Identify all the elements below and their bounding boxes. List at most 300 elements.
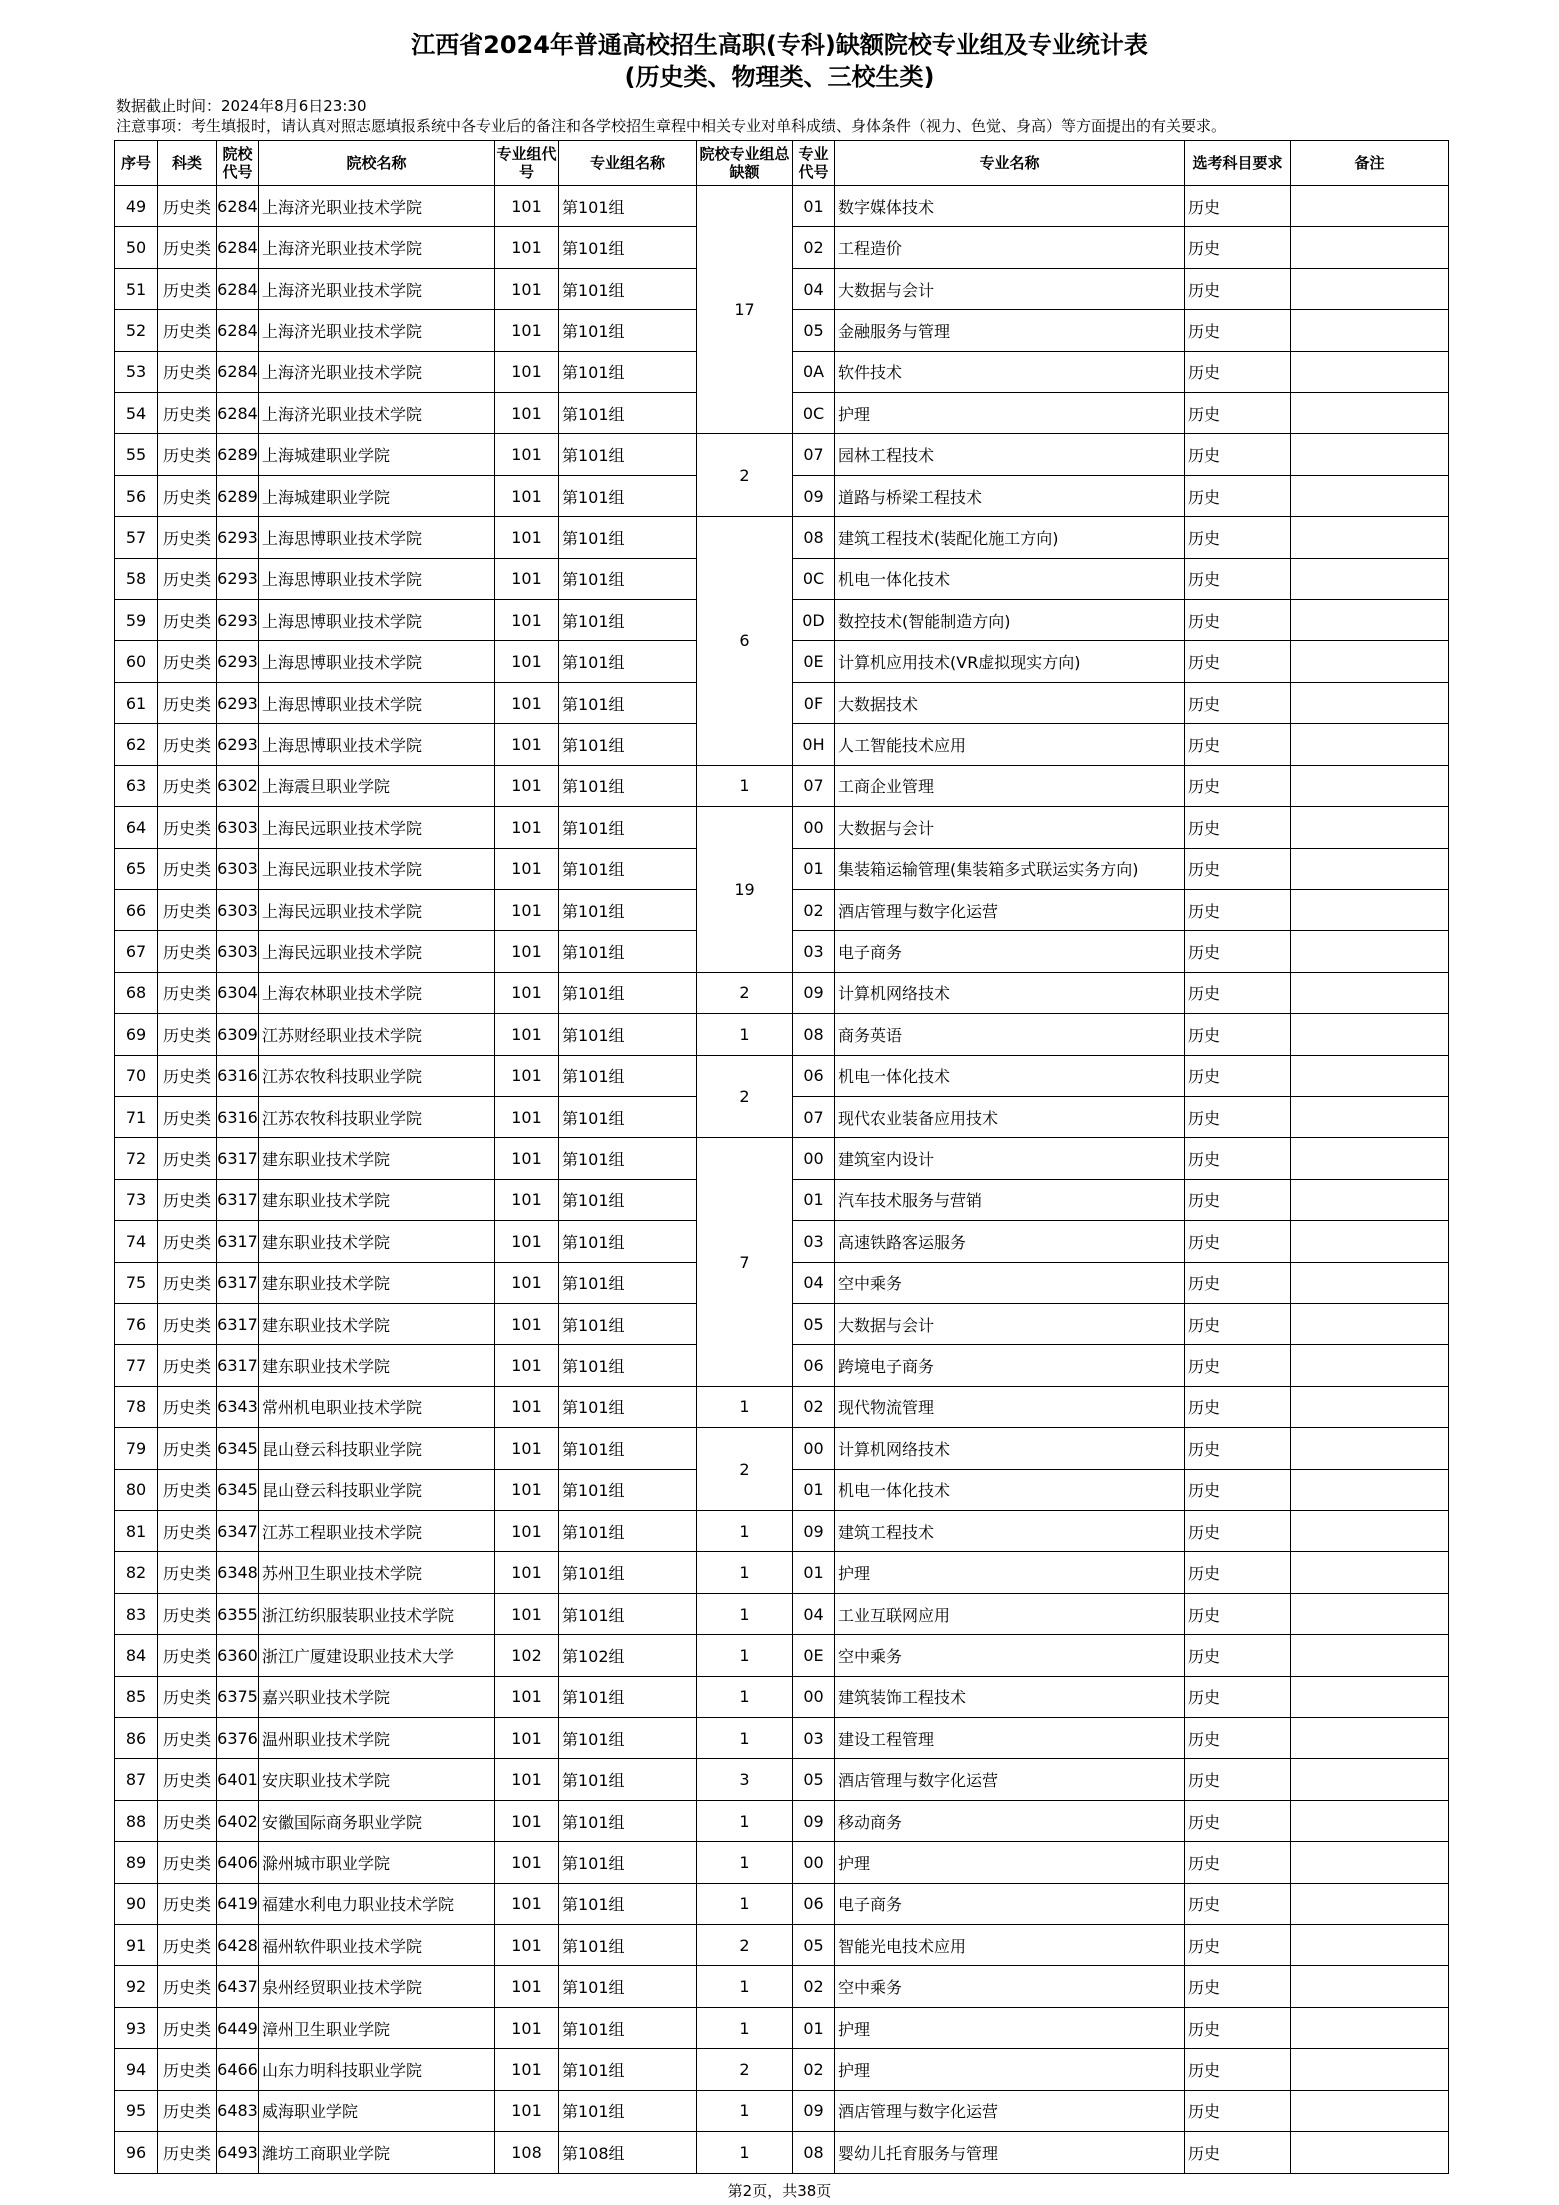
school-code-cell: 6428 (217, 1925, 259, 1966)
vacancy-total-cell: 17 (697, 186, 793, 434)
group-code-cell: 101 (495, 1966, 559, 2007)
category-cell: 历史类 (158, 1138, 217, 1179)
remarks-cell (1291, 682, 1449, 723)
category-cell: 历史类 (158, 1096, 217, 1137)
major-code-cell: 09 (793, 1511, 835, 1552)
category-cell: 历史类 (158, 227, 217, 268)
table-row (115, 2007, 1449, 2048)
seq-cell: 65 (115, 848, 158, 889)
header-group-code: 专业组代号 (495, 141, 559, 186)
school-code-cell: 6317 (217, 1303, 259, 1344)
school-code-cell: 6345 (217, 1428, 259, 1469)
page-footer: 第2页，共38页 (727, 2182, 832, 2200)
major-code-cell: 04 (793, 268, 835, 309)
table-row (115, 1386, 1449, 1427)
group-name-cell: 第101组 (559, 1055, 697, 1096)
school-name-cell: 上海思博职业技术学院 (259, 558, 495, 599)
remarks-cell (1291, 434, 1449, 475)
major-name-cell: 护理 (835, 1552, 1185, 1593)
subject-req-cell: 历史 (1185, 1635, 1291, 1676)
category-cell: 历史类 (158, 1221, 217, 1262)
school-name-cell: 温州职业技术学院 (259, 1718, 495, 1759)
school-name-cell: 江苏工程职业技术学院 (259, 1511, 495, 1552)
group-name-cell: 第101组 (559, 1718, 697, 1759)
major-code-cell: 09 (793, 972, 835, 1013)
group-code-cell: 108 (495, 2132, 559, 2173)
group-code-cell: 101 (495, 641, 559, 682)
group-code-cell: 101 (495, 227, 559, 268)
remarks-cell (1291, 1842, 1449, 1883)
subject-req-cell: 历史 (1185, 1096, 1291, 1137)
school-code-cell: 6449 (217, 2007, 259, 2048)
category-cell: 历史类 (158, 2132, 217, 2173)
subject-req-cell: 历史 (1185, 268, 1291, 309)
major-name-cell: 婴幼儿托育服务与管理 (835, 2132, 1185, 2173)
seq-cell: 88 (115, 1800, 158, 1841)
major-code-cell: 01 (793, 848, 835, 889)
major-name-cell: 机电一体化技术 (835, 558, 1185, 599)
vacancy-total-cell: 1 (697, 1552, 793, 1593)
major-name-cell: 建筑装饰工程技术 (835, 1676, 1185, 1717)
school-code-cell: 6289 (217, 434, 259, 475)
group-name-cell: 第101组 (559, 268, 697, 309)
vacancy-total-cell: 1 (697, 2007, 793, 2048)
vacancy-total-cell: 1 (697, 2090, 793, 2131)
subject-req-cell: 历史 (1185, 1552, 1291, 1593)
header-seq: 序号 (115, 141, 158, 186)
school-code-cell: 6343 (217, 1386, 259, 1427)
major-name-cell: 大数据与会计 (835, 807, 1185, 848)
header-group-name: 专业组名称 (559, 141, 697, 186)
subject-req-cell: 历史 (1185, 310, 1291, 351)
remarks-cell (1291, 186, 1449, 227)
group-code-cell: 101 (495, 1883, 559, 1924)
seq-cell: 60 (115, 641, 158, 682)
vacancy-total-cell: 1 (697, 1718, 793, 1759)
seq-cell: 79 (115, 1428, 158, 1469)
category-cell: 历史类 (158, 186, 217, 227)
category-cell: 历史类 (158, 1345, 217, 1386)
table-row (115, 2049, 1449, 2090)
school-name-cell: 建东职业技术学院 (259, 1345, 495, 1386)
seq-cell: 87 (115, 1759, 158, 1800)
remarks-cell (1291, 889, 1449, 930)
major-name-cell: 酒店管理与数字化运营 (835, 889, 1185, 930)
major-code-cell: 0C (793, 558, 835, 599)
group-name-cell: 第101组 (559, 1552, 697, 1593)
seq-cell: 93 (115, 2007, 158, 2048)
group-name-cell: 第101组 (559, 1345, 697, 1386)
group-code-cell: 101 (495, 1303, 559, 1344)
group-code-cell: 101 (495, 1386, 559, 1427)
major-name-cell: 工程造价 (835, 227, 1185, 268)
group-code-cell: 101 (495, 1262, 559, 1303)
seq-cell: 56 (115, 475, 158, 516)
seq-cell: 69 (115, 1014, 158, 1055)
school-code-cell: 6302 (217, 765, 259, 806)
major-name-cell: 汽车技术服务与营销 (835, 1179, 1185, 1220)
table-row (115, 1718, 1449, 1759)
school-name-cell: 上海城建职业学院 (259, 434, 495, 475)
school-name-cell: 安庆职业技术学院 (259, 1759, 495, 1800)
school-code-cell: 6284 (217, 351, 259, 392)
category-cell: 历史类 (158, 2007, 217, 2048)
major-name-cell: 建筑工程技术(装配化施工方向) (835, 517, 1185, 558)
major-name-cell: 数控技术(智能制造方向) (835, 600, 1185, 641)
subject-req-cell: 历史 (1185, 434, 1291, 475)
subject-req-cell: 历史 (1185, 1676, 1291, 1717)
remarks-cell (1291, 475, 1449, 516)
group-code-cell: 102 (495, 1635, 559, 1676)
header-major-code: 专业代号 (793, 141, 835, 186)
remarks-cell (1291, 765, 1449, 806)
group-name-cell: 第101组 (559, 2090, 697, 2131)
major-code-cell: 00 (793, 807, 835, 848)
category-cell: 历史类 (158, 600, 217, 641)
category-cell: 历史类 (158, 931, 217, 972)
subject-req-cell: 历史 (1185, 1966, 1291, 2007)
major-name-cell: 金融服务与管理 (835, 310, 1185, 351)
remarks-cell (1291, 558, 1449, 599)
subject-req-cell: 历史 (1185, 2049, 1291, 2090)
table-header-row (115, 141, 1449, 186)
category-cell: 历史类 (158, 1055, 217, 1096)
major-name-cell: 计算机应用技术(VR虚拟现实方向) (835, 641, 1185, 682)
group-name-cell: 第101组 (559, 1138, 697, 1179)
document-subtitle: (历史类、物理类、三校生类) (624, 63, 935, 91)
school-name-cell: 浙江广厦建设职业技术大学 (259, 1635, 495, 1676)
seq-cell: 68 (115, 972, 158, 1013)
category-cell: 历史类 (158, 1552, 217, 1593)
group-name-cell: 第101组 (559, 517, 697, 558)
group-name-cell: 第101组 (559, 931, 697, 972)
category-cell: 历史类 (158, 1014, 217, 1055)
group-name-cell: 第101组 (559, 434, 697, 475)
subject-req-cell: 历史 (1185, 807, 1291, 848)
group-code-cell: 101 (495, 1179, 559, 1220)
table-row (115, 1800, 1449, 1841)
subject-req-cell: 历史 (1185, 1511, 1291, 1552)
major-code-cell: 0E (793, 1635, 835, 1676)
school-code-cell: 6293 (217, 558, 259, 599)
major-code-cell: 06 (793, 1345, 835, 1386)
group-name-cell: 第101组 (559, 1386, 697, 1427)
school-code-cell: 6375 (217, 1676, 259, 1717)
group-name-cell: 第101组 (559, 558, 697, 599)
subject-req-cell: 历史 (1185, 724, 1291, 765)
seq-cell: 91 (115, 1925, 158, 1966)
group-code-cell: 101 (495, 600, 559, 641)
major-name-cell: 移动商务 (835, 1800, 1185, 1841)
school-code-cell: 6284 (217, 310, 259, 351)
category-cell: 历史类 (158, 1262, 217, 1303)
major-code-cell: 09 (793, 2090, 835, 2131)
school-name-cell: 福建水利电力职业技术学院 (259, 1883, 495, 1924)
major-code-cell: 00 (793, 1842, 835, 1883)
table-row (115, 2132, 1449, 2173)
school-name-cell: 建东职业技术学院 (259, 1303, 495, 1344)
category-cell: 历史类 (158, 1593, 217, 1634)
school-name-cell: 上海城建职业学院 (259, 475, 495, 516)
school-name-cell: 建东职业技术学院 (259, 1179, 495, 1220)
subject-req-cell: 历史 (1185, 1221, 1291, 1262)
category-cell: 历史类 (158, 1511, 217, 1552)
school-code-cell: 6293 (217, 600, 259, 641)
category-cell: 历史类 (158, 1966, 217, 2007)
group-name-cell: 第101组 (559, 393, 697, 434)
group-name-cell: 第101组 (559, 848, 697, 889)
remarks-cell (1291, 1469, 1449, 1510)
table-row (115, 1014, 1449, 1055)
remarks-cell (1291, 1925, 1449, 1966)
school-code-cell: 6293 (217, 517, 259, 558)
remarks-cell (1291, 848, 1449, 889)
school-name-cell: 常州机电职业技术学院 (259, 1386, 495, 1427)
subject-req-cell: 历史 (1185, 186, 1291, 227)
remarks-cell (1291, 1635, 1449, 1676)
group-name-cell: 第101组 (559, 1096, 697, 1137)
vacancy-total-cell: 2 (697, 2049, 793, 2090)
subject-req-cell: 历史 (1185, 889, 1291, 930)
group-name-cell: 第101组 (559, 641, 697, 682)
table-row (115, 1925, 1449, 1966)
seq-cell: 54 (115, 393, 158, 434)
header-category: 科类 (158, 141, 217, 186)
group-code-cell: 101 (495, 310, 559, 351)
major-code-cell: 02 (793, 1386, 835, 1427)
school-name-cell: 江苏财经职业技术学院 (259, 1014, 495, 1055)
remarks-cell (1291, 972, 1449, 1013)
vacancy-total-cell: 7 (697, 1138, 793, 1386)
major-name-cell: 人工智能技术应用 (835, 724, 1185, 765)
category-cell: 历史类 (158, 1676, 217, 1717)
school-code-cell: 6316 (217, 1096, 259, 1137)
category-cell: 历史类 (158, 1925, 217, 1966)
school-code-cell: 6402 (217, 1800, 259, 1841)
subject-req-cell: 历史 (1185, 351, 1291, 392)
school-code-cell: 6317 (217, 1138, 259, 1179)
school-code-cell: 6437 (217, 1966, 259, 2007)
major-code-cell: 05 (793, 310, 835, 351)
major-name-cell: 护理 (835, 393, 1185, 434)
school-code-cell: 6406 (217, 1842, 259, 1883)
vacancy-total-cell: 2 (697, 972, 793, 1013)
remarks-cell (1291, 1759, 1449, 1800)
vacancy-total-cell: 1 (697, 1842, 793, 1883)
seq-cell: 92 (115, 1966, 158, 2007)
subject-req-cell: 历史 (1185, 682, 1291, 723)
remarks-cell (1291, 1386, 1449, 1427)
group-code-cell: 101 (495, 351, 559, 392)
category-cell: 历史类 (158, 268, 217, 309)
header-school-name: 院校名称 (259, 141, 495, 186)
school-name-cell: 江苏农牧科技职业学院 (259, 1096, 495, 1137)
major-code-cell: 08 (793, 517, 835, 558)
remarks-cell (1291, 1800, 1449, 1841)
group-name-cell: 第101组 (559, 1759, 697, 1800)
school-name-cell: 昆山登云科技职业学院 (259, 1428, 495, 1469)
group-name-cell: 第108组 (559, 2132, 697, 2173)
table-row (115, 1759, 1449, 1800)
seq-cell: 77 (115, 1345, 158, 1386)
seq-cell: 85 (115, 1676, 158, 1717)
group-code-cell: 101 (495, 558, 559, 599)
table-row (115, 1842, 1449, 1883)
school-name-cell: 上海思博职业技术学院 (259, 724, 495, 765)
subject-req-cell: 历史 (1185, 931, 1291, 972)
table-row (115, 1055, 1449, 1096)
remarks-cell (1291, 2007, 1449, 2048)
school-code-cell: 6289 (217, 475, 259, 516)
remarks-cell (1291, 1345, 1449, 1386)
group-code-cell: 101 (495, 268, 559, 309)
remarks-cell (1291, 1014, 1449, 1055)
subject-req-cell: 历史 (1185, 1718, 1291, 1759)
major-name-cell: 现代农业装备应用技术 (835, 1096, 1185, 1137)
document-title: 江西省2024年普通高校招生高职(专科)缺额院校专业组及专业统计表 (411, 31, 1148, 59)
table-row (115, 807, 1449, 848)
vacancy-total-cell: 2 (697, 1055, 793, 1138)
major-code-cell: 01 (793, 1552, 835, 1593)
remarks-cell (1291, 1593, 1449, 1634)
vacancy-table (114, 140, 1449, 2174)
vacancy-total-cell: 6 (697, 517, 793, 765)
major-code-cell: 05 (793, 1759, 835, 1800)
group-code-cell: 101 (495, 1800, 559, 1841)
remarks-cell (1291, 1428, 1449, 1469)
group-code-cell: 101 (495, 434, 559, 475)
category-cell: 历史类 (158, 1386, 217, 1427)
major-name-cell: 现代物流管理 (835, 1386, 1185, 1427)
category-cell: 历史类 (158, 1635, 217, 1676)
subject-req-cell: 历史 (1185, 1883, 1291, 1924)
group-code-cell: 101 (495, 807, 559, 848)
major-code-cell: 07 (793, 1096, 835, 1137)
seq-cell: 70 (115, 1055, 158, 1096)
remarks-cell (1291, 351, 1449, 392)
remarks-cell (1291, 1966, 1449, 2007)
seq-cell: 50 (115, 227, 158, 268)
seq-cell: 94 (115, 2049, 158, 2090)
group-code-cell: 101 (495, 1552, 559, 1593)
subject-req-cell: 历史 (1185, 517, 1291, 558)
remarks-cell (1291, 517, 1449, 558)
remarks-cell (1291, 1303, 1449, 1344)
school-code-cell: 6303 (217, 807, 259, 848)
group-code-cell: 101 (495, 1096, 559, 1137)
major-name-cell: 电子商务 (835, 1883, 1185, 1924)
school-code-cell: 6309 (217, 1014, 259, 1055)
group-name-cell: 第101组 (559, 186, 697, 227)
school-code-cell: 6303 (217, 931, 259, 972)
major-name-cell: 酒店管理与数字化运营 (835, 1759, 1185, 1800)
group-code-cell: 101 (495, 1593, 559, 1634)
school-name-cell: 上海民远职业技术学院 (259, 848, 495, 889)
school-code-cell: 6483 (217, 2090, 259, 2131)
group-name-cell: 第101组 (559, 1303, 697, 1344)
school-code-cell: 6360 (217, 1635, 259, 1676)
group-name-cell: 第101组 (559, 2007, 697, 2048)
major-name-cell: 电子商务 (835, 931, 1185, 972)
group-name-cell: 第101组 (559, 724, 697, 765)
category-cell: 历史类 (158, 1759, 217, 1800)
subject-req-cell: 历史 (1185, 1800, 1291, 1841)
major-name-cell: 建筑室内设计 (835, 1138, 1185, 1179)
category-cell: 历史类 (158, 724, 217, 765)
seq-cell: 71 (115, 1096, 158, 1137)
group-code-cell: 101 (495, 1014, 559, 1055)
group-code-cell: 101 (495, 393, 559, 434)
table-row (115, 765, 1449, 806)
major-code-cell: 02 (793, 2049, 835, 2090)
category-cell: 历史类 (158, 972, 217, 1013)
group-code-cell: 101 (495, 2049, 559, 2090)
school-name-cell: 上海济光职业技术学院 (259, 351, 495, 392)
major-code-cell: 0C (793, 393, 835, 434)
major-code-cell: 01 (793, 1179, 835, 1220)
school-name-cell: 浙江纺织服装职业技术学院 (259, 1593, 495, 1634)
seq-cell: 90 (115, 1883, 158, 1924)
school-code-cell: 6466 (217, 2049, 259, 2090)
subject-req-cell: 历史 (1185, 600, 1291, 641)
major-code-cell: 06 (793, 1883, 835, 1924)
category-cell: 历史类 (158, 2090, 217, 2131)
subject-req-cell: 历史 (1185, 1179, 1291, 1220)
major-code-cell: 00 (793, 1428, 835, 1469)
major-code-cell: 00 (793, 1138, 835, 1179)
table-row (115, 434, 1449, 475)
seq-cell: 84 (115, 1635, 158, 1676)
subject-req-cell: 历史 (1185, 2090, 1291, 2131)
seq-cell: 73 (115, 1179, 158, 1220)
school-code-cell: 6284 (217, 393, 259, 434)
category-cell: 历史类 (158, 765, 217, 806)
school-name-cell: 上海思博职业技术学院 (259, 600, 495, 641)
major-name-cell: 软件技术 (835, 351, 1185, 392)
subject-req-cell: 历史 (1185, 1428, 1291, 1469)
category-cell: 历史类 (158, 310, 217, 351)
header-subject-req: 选考科目要求 (1185, 141, 1291, 186)
school-name-cell: 上海思博职业技术学院 (259, 641, 495, 682)
school-code-cell: 6347 (217, 1511, 259, 1552)
remarks-cell (1291, 1883, 1449, 1924)
major-code-cell: 08 (793, 2132, 835, 2173)
subject-req-cell: 历史 (1185, 1055, 1291, 1096)
major-code-cell: 0E (793, 641, 835, 682)
major-name-cell: 园林工程技术 (835, 434, 1185, 475)
school-name-cell: 上海思博职业技术学院 (259, 682, 495, 723)
subject-req-cell: 历史 (1185, 1593, 1291, 1634)
remarks-cell (1291, 1552, 1449, 1593)
subject-req-cell: 历史 (1185, 1014, 1291, 1055)
school-name-cell: 苏州卫生职业技术学院 (259, 1552, 495, 1593)
header-major-name: 专业名称 (835, 141, 1185, 186)
school-code-cell: 6376 (217, 1718, 259, 1759)
remarks-cell (1291, 310, 1449, 351)
major-code-cell: 01 (793, 186, 835, 227)
seq-cell: 64 (115, 807, 158, 848)
major-name-cell: 道路与桥梁工程技术 (835, 475, 1185, 516)
remarks-cell (1291, 2090, 1449, 2131)
seq-cell: 63 (115, 765, 158, 806)
major-code-cell: 01 (793, 2007, 835, 2048)
remarks-cell (1291, 600, 1449, 641)
category-cell: 历史类 (158, 1303, 217, 1344)
data-cutoff-time: 数据截止时间：2024年8月6日23:30 (116, 97, 367, 115)
remarks-cell (1291, 1096, 1449, 1137)
remarks-cell (1291, 268, 1449, 309)
major-code-cell: 03 (793, 931, 835, 972)
